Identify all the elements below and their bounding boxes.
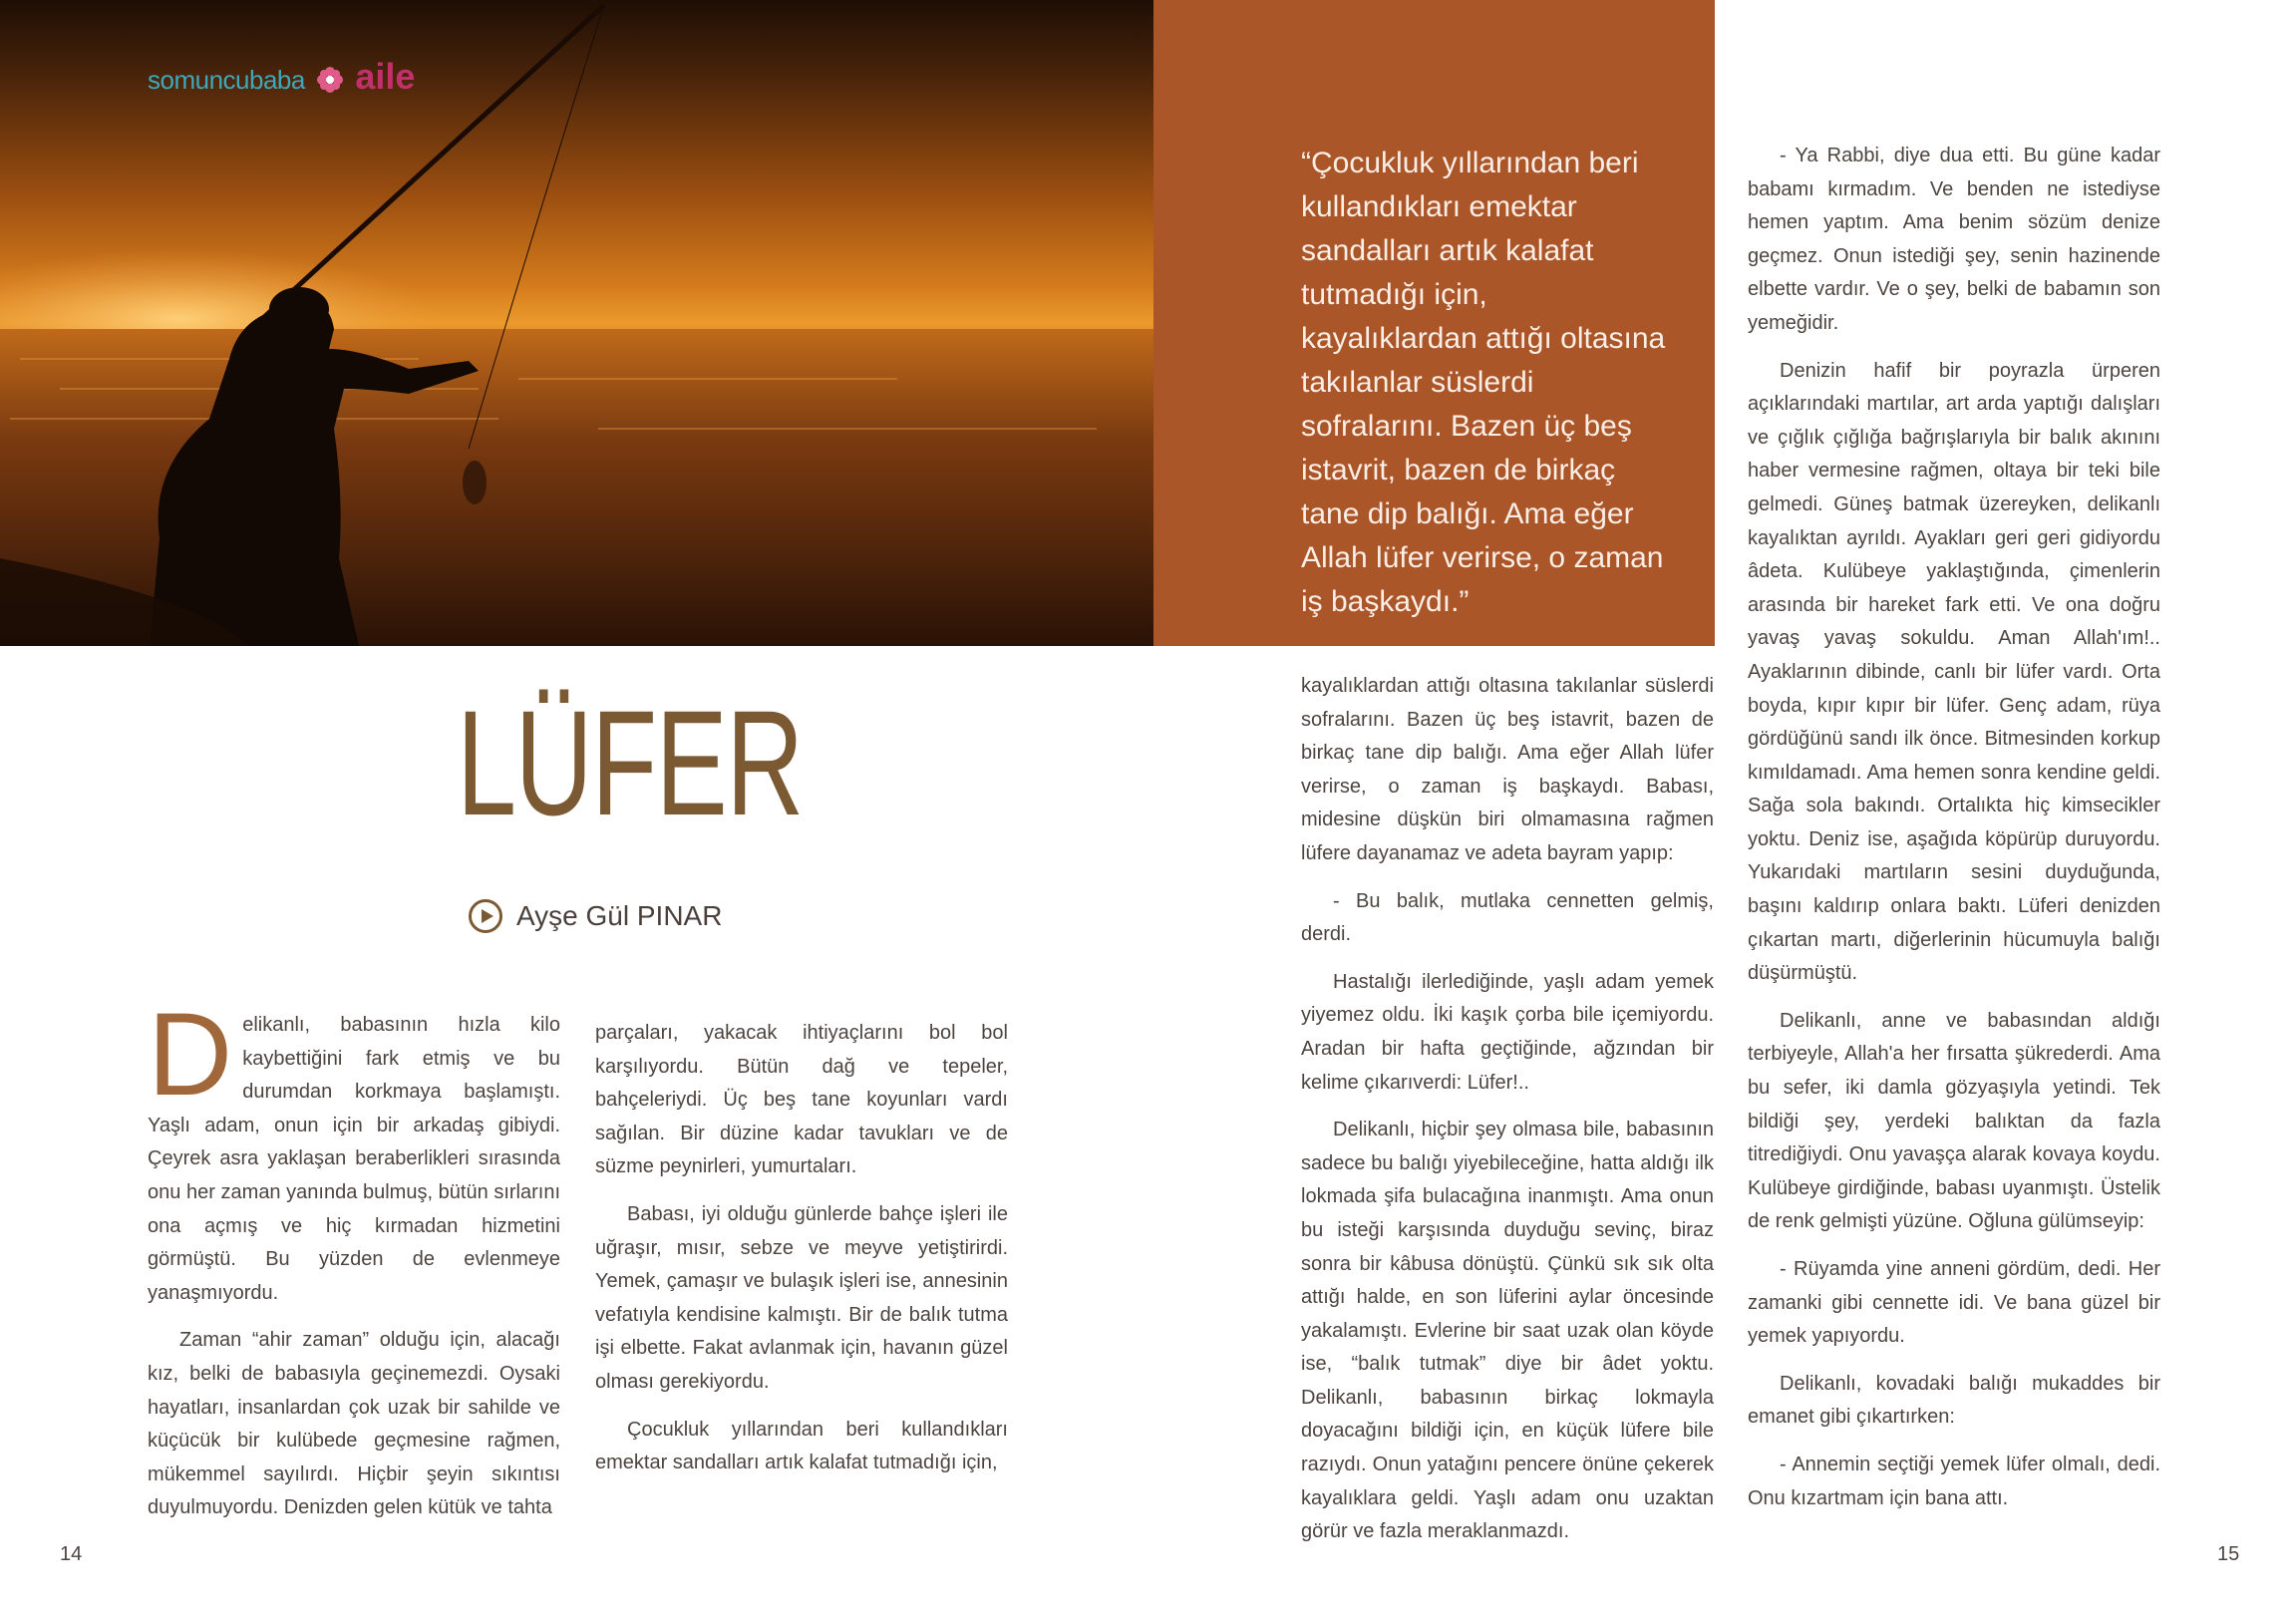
paragraph: elikanlı, babasının hızla kilo kaybettiğini fark etmiş ve bu durumdan korkmaya başlamıştı. Yaşlı adam, onun için bir arkadaş gibiydi. Çeyrek asra yaklaşan beraberlikleri sırasında onu her zaman yanında bulmuş, bütün sırlarını ona açmış ve hiç kırmadan hizmetini görmüştü. Bu yüzden de evlenmeye yanaşmıyordu. [148,1014,560,1304]
brand-logo [148,56,415,98]
article-title: LÜFER [457,679,803,846]
paragraph: Delikanlı, kovadaki balığı mukaddes bir emanet gibi çıkartırken: [1748,1372,2160,1429]
paragraph: - Bu balık, mutlaka cennetten gelmiş, derdi. [1301,889,1714,946]
paragraph: Hastalığı ilerlediğinde, yaşlı adam yemek yiyemez oldu. İki kaşık çorba bile içemiyordu. Aradan bir hafta geçtiğinde, ağzından bir kelime çıkarıverdi: Lüfer!.. [1301,970,1714,1094]
paragraph: parçaları, yakacak ihtiyaçlarını bol bol karşılıyordu. Bütün dağ ve tepeler, bahçeleriydi. Üç beş tane koyunları vardı sağılan. Bir düzine kadar tavukları ve de süzme peynirleri, yumurtaları. [595,1022,1008,1178]
brand-name-part1: somuncubaba [148,65,305,95]
page-number-left: 14 [60,1543,83,1565]
play-circle-icon [469,899,502,933]
flower-icon [316,66,344,94]
text-column-2 [595,1017,1008,1494]
paragraph: Denizin hafif bir poyrazla ürperen açıklarındaki martılar, art arda yaptığı dalışları ve çığlık çığlığa bağrışlarıyla bir balık akınını haber vermesine rağmen, oltaya bir teki bile gelmedi. Güneş batmak üzereyken, delikanlı kayalıktan ayrıldı. Ayakları geri geri gidiyordu âdeta. Kulübeye yaklaştığında, çimenlerin arasında bir hareket fark etti. Ve ona doğru yavaş yavaş sokuldu. Aman Allah'ım!.. Ayaklarının dibinde, canlı bir lüfer vardı. Orta boyda, kıpır kıpır bir lüfer. Genç adam, rüya gördüğünü sandı ilk önce. Bitmesinden korkup kımıldamadı. Ama hemen sonra kendine geldi. Sağa sola bakındı. Ortalıkta hiç kimsecikler yoktu. Deniz ise, aşağıda köpürüp duruyordu. Yukarıdaki martıların sesini duyduğunda, başını kaldırıp onlara baktı. Lüferi denizden çıkartan martı, diğerlerinin hücumuyla balığı düşürmüştü. [1748,359,2160,985]
text-column-4 [1748,140,2160,1529]
author-line [469,899,722,933]
paragraph: - Rüyamda yine anneni gördüm, dedi. Her zamanki gibi cennette idi. Ve bana güzel bir yemek yapıyordu. [1748,1258,2160,1348]
text-column-1 [148,989,560,1539]
page-number-right: 15 [2217,1543,2240,1565]
drop-cap: D [148,989,233,1121]
brand-name-part2: aile [355,56,416,97]
pull-quote: “Çocukluk yıllarından beri kullandıkları emektar sandalları artık kalafat tutmadığı için, kayalıklardan attığı oltasına takılanlar süslerdi sofralarını. Bazen üç beş istavrit, bazen de birkaç tane dip balığı. Ama eğer Allah lüfer verirse, o zaman iş başkaydı.” [1301,147,1666,618]
paragraph: Delikanlı, hiçbir şey olmasa bile, babasının sadece bu balığı yiyebileceğine, hatta aldığı ilk lokmada şifa bulacağına inanmıştı. Ama onun bu isteği karşısında duyduğu sevinç, biraz sonra bir kâbusa dönüştü. Çünkü sık sık olta attığı halde, en son lüferini aylar öncesinde yakalamıştı. Evlerine bir saat uzak olan köyde ise, “balık tutmak” diye bir âdet yoktu. Delikanlı, babasının birkaç lokmayla doyacağını bildiği için, en küçük lüfere bile razıydı. Onun yatağını pencere önüne çekerek kayalıklara geldi. Yaşlı adam onu uzaktan görür ve fazla meraklanmazdı. [1301,1119,1714,1543]
paragraph: Çocukluk yıllarından beri kullandıkları emektar sandalları artık kalafat tutmadığı için, [595,1418,1008,1474]
paragraph: - Annemin seçtiği yemek lüfer olmalı, dedi. Onu kızartmam için bana attı. [1748,1453,2160,1509]
author-name: Ayşe Gül PINAR [516,900,723,931]
text-column-3 [1301,670,1714,1563]
paragraph: kayalıklardan attığı oltasına takılanlar süslerdi sofralarını. Bazen üç beş istavrit, bazen de birkaç tane dip balığı. Ama eğer Allah lüfer verirse, o zaman iş başkaydı. Babası, midesine düşkün biri olmamasına rağmen lüfere dayanamaz ve adeta bayram yapıp: [1301,675,1714,864]
paragraph: Babası, iyi olduğu günlerde bahçe işleri ile uğraşır, mısır, sebze ve meyve yetiştirirdi. Yemek, çamaşır ve bulaşık işleri ise, annesinin vefatıyla kendisine kalmıştı. Bir de balık tutma işi elbette. Fakat avlanmak için, havanın güzel olması gerekiyordu. [595,1202,1008,1393]
paragraph: Zaman “ahir zaman” olduğu için, alacağı kız, belki de babasıyla geçinemezdi. Oysaki hayatları, insanlardan çok uzak bir sahilde ve küçücük bir kulübede geçmesine rağmen, mükemmel sayılırdı. Hiçbir şeyin sıkıntısı duyulmuyordu. Denizden gelen kütük ve tahta [148,1329,560,1519]
paragraph: - Ya Rabbi, diye dua etti. Bu güne kadar babamı kırmadım. Ve benden ne istediyse hemen yaptım. Ama benim sözüm denize geçmez. Onun istediği şey, senin hazinende elbette vardır. Ve o şey, belki de babamın son yemeğidir. [1748,145,2160,334]
paragraph: Delikanlı, anne ve babasından aldığı terbiyeyle, Allah'a her fırsatta şükrederdi. Ama bu sefer, iki damla gözyaşıyla yetindi. Tek bildiği şey, yerdeki balıktan da fazla titrediğiydi. Onu yavaşça alarak kovaya koydu. Kulübeye girdiğinde, babası uyanmıştı. Üstelik de renk gelmişti yüzüne. Oğluna gülümseyip: [1748,1009,2160,1233]
